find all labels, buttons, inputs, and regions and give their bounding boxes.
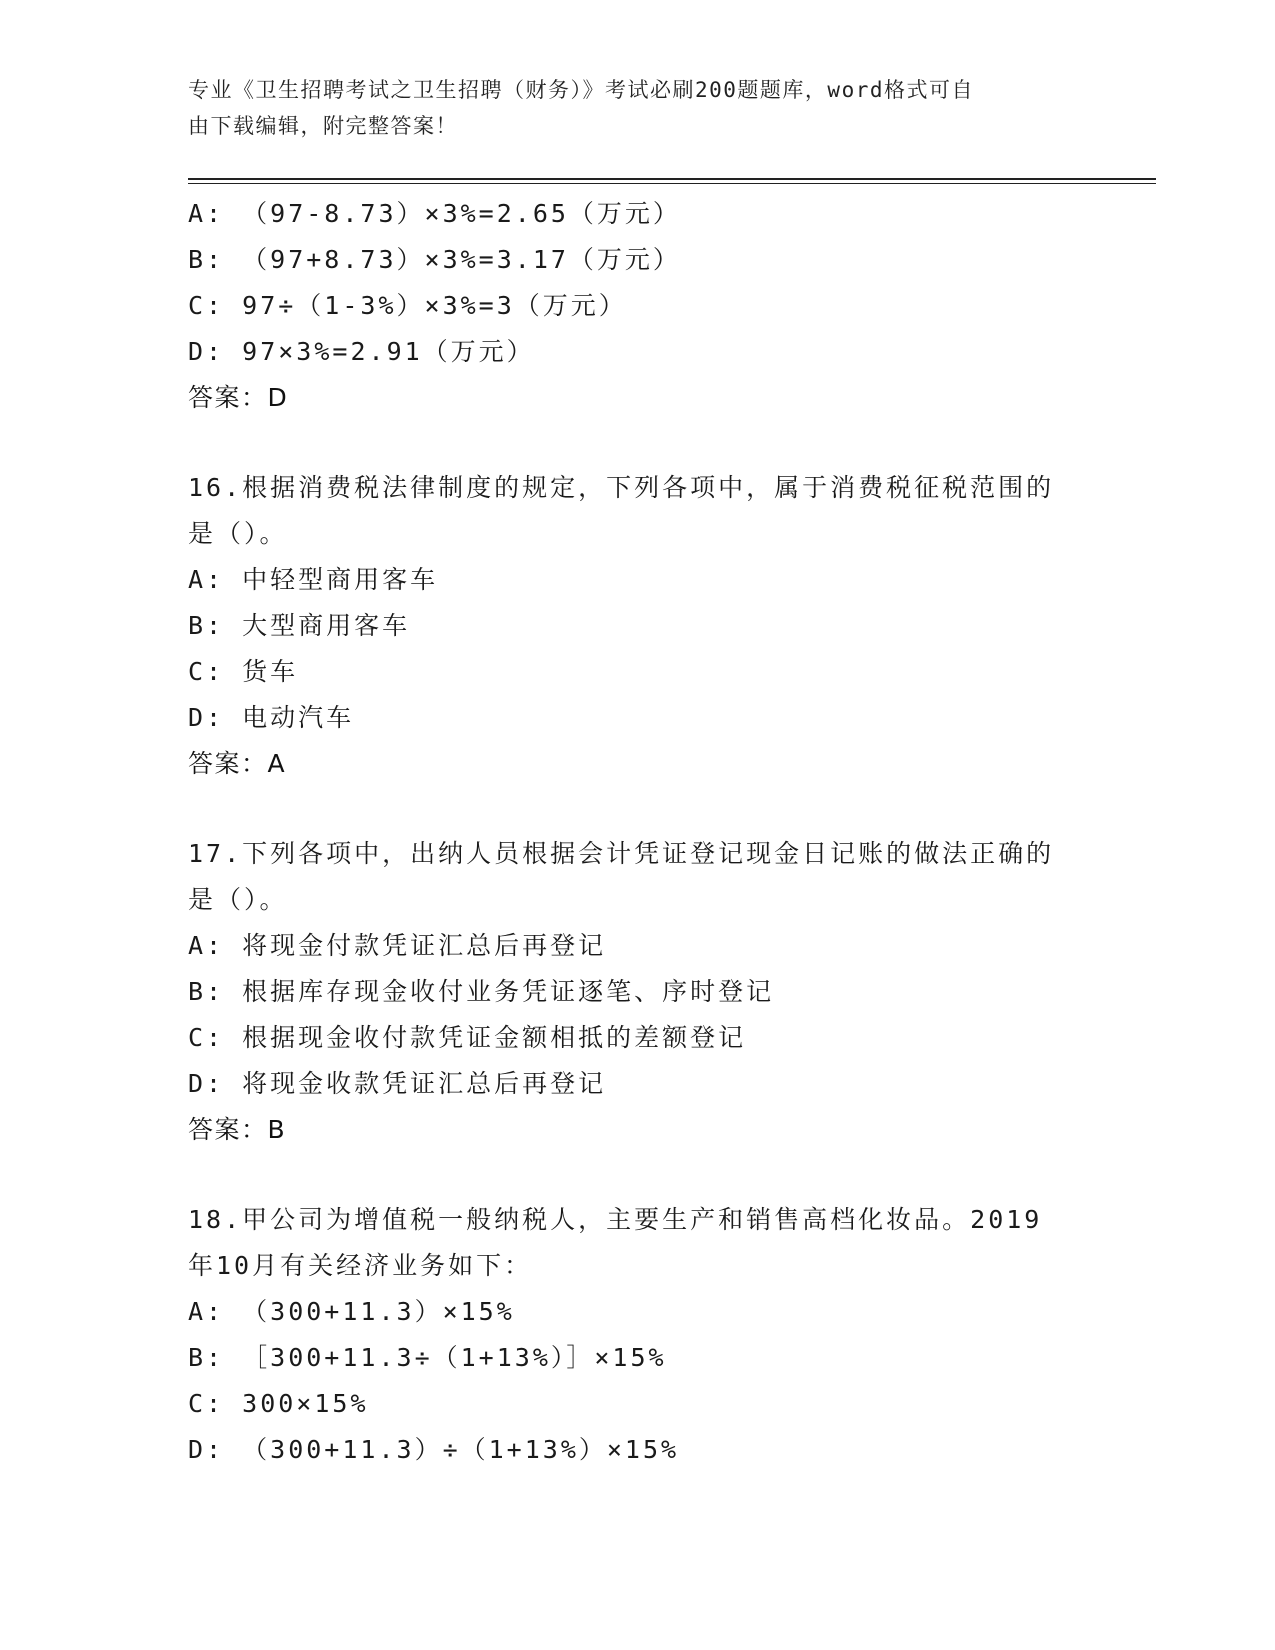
option-d: D: 电动汽车 [188, 703, 355, 732]
header-line-1: 专业《卫生招聘考试之卫生招聘（财务）》考试必刷200题题库，word格式可自 [188, 78, 974, 102]
option-a: A: 中轻型商用客车 [188, 565, 439, 594]
answer: 答案：A [188, 749, 287, 778]
question-stem-cont: 年10月有关经济业务如下： [188, 1251, 533, 1280]
option-a: A: 将现金付款凭证汇总后再登记 [188, 931, 607, 960]
answer: 答案：B [188, 1115, 287, 1144]
option-b: B: （97+8.73）×3%=3.17（万元） [188, 245, 681, 274]
option-c: C: 300×15% [188, 1389, 369, 1418]
question-17 [188, 831, 1088, 1153]
header-divider-thin [188, 183, 1156, 184]
question-stem: 16.根据消费税法律制度的规定，下列各项中，属于消费税征税范围的 [188, 473, 1055, 502]
question-18 [188, 1197, 1088, 1473]
option-d: D: 97×3%=2.91（万元） [188, 337, 535, 366]
header-divider-thick [188, 178, 1156, 180]
header-line-2: 由下载编辑，附完整答案！ [188, 114, 458, 138]
question-15 [188, 191, 1088, 421]
option-b: B: 根据库存现金收付业务凭证逐笔、序时登记 [188, 977, 775, 1006]
option-d: D: （300+11.3）÷（1+13%）×15% [188, 1435, 680, 1464]
option-b: B: ［300+11.3÷（1+13%）］×15% [188, 1343, 667, 1372]
document-header [188, 72, 1068, 144]
option-a: A: （97-8.73）×3%=2.65（万元） [188, 199, 681, 228]
answer: 答案：D [188, 383, 289, 412]
question-stem: 17.下列各项中，出纳人员根据会计凭证登记现金日记账的做法正确的 [188, 839, 1055, 868]
option-c: C: 货车 [188, 657, 299, 686]
option-c: C: 根据现金收付款凭证金额相抵的差额登记 [188, 1023, 747, 1052]
option-c: C: 97÷（1-3%）×3%=3（万元） [188, 291, 627, 320]
option-b: B: 大型商用客车 [188, 611, 411, 640]
question-stem-cont: 是（）。 [188, 885, 288, 914]
option-a: A: （300+11.3）×15% [188, 1297, 515, 1326]
question-16 [188, 465, 1088, 787]
question-stem: 18.甲公司为增值税一般纳税人，主要生产和销售高档化妆品。2019 [188, 1205, 1043, 1234]
option-d: D: 将现金收款凭证汇总后再登记 [188, 1069, 607, 1098]
question-stem-cont: 是（）。 [188, 519, 288, 548]
question-content [188, 191, 1088, 1473]
